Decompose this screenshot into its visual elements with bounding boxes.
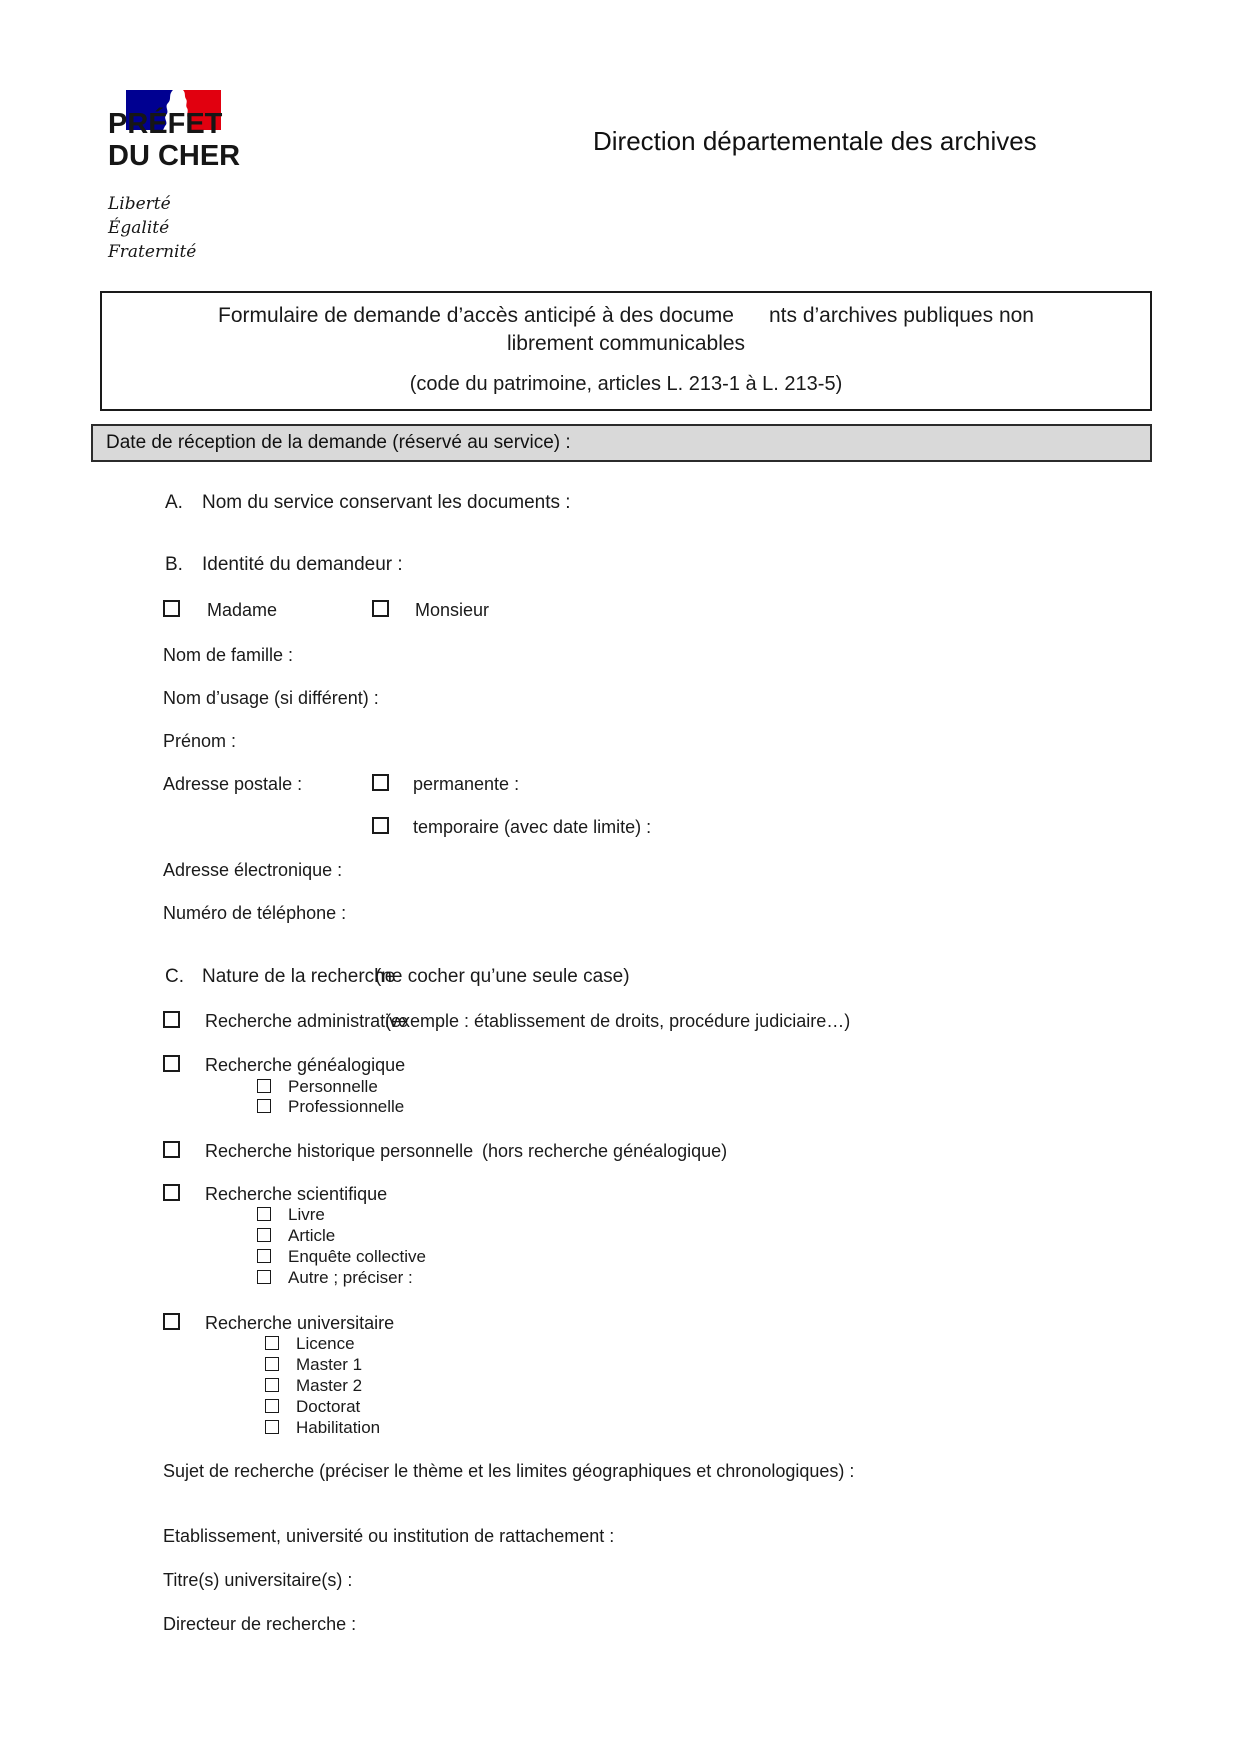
- checkbox-universitaire-master1[interactable]: [265, 1357, 279, 1371]
- reception-date-label: Date de réception de la demande (réservé au service) :: [106, 432, 571, 453]
- logo-prefet-line1: PRÉFET: [108, 108, 223, 140]
- field-adresse-electronique: Adresse électronique :: [163, 860, 343, 880]
- checkbox-universitaire-licence[interactable]: [265, 1336, 279, 1350]
- checkbox-universitaire-doctorat[interactable]: [265, 1399, 279, 1413]
- label-scientifique-autre: Autre ; préciser :: [288, 1268, 413, 1287]
- field-titres-universitaires: Titre(s) universitaire(s) :: [163, 1570, 353, 1590]
- label-adresse-permanente: permanente :: [413, 774, 520, 794]
- label-genealogique-professionnelle: Professionnelle: [288, 1097, 405, 1116]
- reception-date-bar[interactable]: [91, 424, 1152, 462]
- checkbox-genealogique-personnelle[interactable]: [257, 1079, 271, 1093]
- label-madame: Madame: [207, 600, 278, 620]
- checkbox-recherche-universitaire[interactable]: [163, 1313, 180, 1330]
- field-nom-famille: Nom de famille :: [163, 645, 294, 665]
- section-b-letter: B.: [165, 554, 183, 575]
- section-a-title: Nom du service conservant les documents :: [202, 492, 571, 513]
- label-monsieur: Monsieur: [415, 600, 490, 620]
- form-title-box: [100, 291, 1152, 411]
- checkbox-recherche-genealogique[interactable]: [163, 1055, 180, 1072]
- section-c-note: (ne cocher qu’une seule case): [375, 966, 630, 987]
- label-genealogique-personnelle: Personnelle: [288, 1077, 378, 1096]
- field-prenom: Prénom :: [163, 731, 237, 751]
- checkbox-scientifique-autre[interactable]: [257, 1270, 271, 1284]
- checkbox-scientifique-enquete[interactable]: [257, 1249, 271, 1263]
- form-title-code: (code du patrimoine, articles L. 213-1 à L. 213-5): [409, 373, 843, 395]
- label-universitaire-licence: Licence: [296, 1334, 355, 1353]
- motto-egalite: Égalité: [108, 218, 170, 238]
- label-scientifique-livre: Livre: [288, 1205, 325, 1224]
- section-b-title: Identité du demandeur :: [202, 554, 403, 575]
- checkbox-recherche-historique[interactable]: [163, 1141, 180, 1158]
- field-directeur-recherche: Directeur de recherche :: [163, 1614, 357, 1634]
- field-etablissement: Etablissement, université ou institution de rattachement :: [163, 1526, 615, 1546]
- field-sujet-recherche: Sujet de recherche (préciser le thème et les limites géographiques et chronologiques) :: [163, 1461, 855, 1481]
- label-recherche-genealogique: Recherche généalogique: [205, 1055, 406, 1075]
- note-recherche-administrative: (exemple : établissement de droits, procédure judiciaire…): [385, 1011, 851, 1031]
- field-telephone: Numéro de téléphone :: [163, 903, 347, 923]
- checkbox-adresse-permanente[interactable]: [372, 774, 389, 791]
- label-universitaire-doctorat: Doctorat: [296, 1397, 361, 1416]
- checkbox-universitaire-master2[interactable]: [265, 1378, 279, 1392]
- field-nom-usage: Nom d’usage (si différent) :: [163, 688, 379, 708]
- motto-liberte: Liberté: [108, 194, 171, 214]
- label-recherche-universitaire: Recherche universitaire: [205, 1313, 395, 1333]
- section-c-letter: C.: [165, 966, 184, 987]
- section-c-title: Nature de la recherche: [202, 966, 396, 987]
- label-universitaire-master2: Master 2: [296, 1376, 363, 1395]
- label-scientifique-enquete: Enquête collective: [288, 1247, 426, 1266]
- form-title-line2: librement communicables: [506, 332, 746, 355]
- label-recherche-scientifique: Recherche scientifique: [205, 1184, 388, 1204]
- label-adresse-temporaire: temporaire (avec date limite) :: [413, 817, 652, 837]
- checkbox-recherche-scientifique[interactable]: [163, 1184, 180, 1201]
- checkbox-madame[interactable]: [163, 600, 180, 617]
- checkbox-scientifique-livre[interactable]: [257, 1207, 271, 1221]
- label-recherche-administrative: Recherche administrative: [205, 1011, 409, 1031]
- note-recherche-historique: (hors recherche généalogique): [482, 1141, 728, 1161]
- logo-prefet-line2: DU CHER: [108, 140, 241, 172]
- label-scientifique-article: Article: [288, 1226, 336, 1245]
- form-title-line1: Formulaire de demande d’accès anticipé à des docume nts d’archives publiques non: [218, 304, 1034, 327]
- label-universitaire-master1: Master 1: [296, 1355, 363, 1374]
- field-adresse-postale: Adresse postale :: [163, 774, 303, 794]
- direction-title: Direction départementale des archives: [593, 126, 1037, 156]
- section-a-letter: A.: [165, 492, 183, 513]
- checkbox-universitaire-habilitation[interactable]: [265, 1420, 279, 1434]
- label-recherche-historique: Recherche historique personnelle: [205, 1141, 474, 1161]
- checkbox-genealogique-professionnelle[interactable]: [257, 1099, 271, 1113]
- checkbox-scientifique-article[interactable]: [257, 1228, 271, 1242]
- checkbox-recherche-administrative[interactable]: [163, 1011, 180, 1028]
- checkbox-monsieur[interactable]: [372, 600, 389, 617]
- checkbox-adresse-temporaire[interactable]: [372, 817, 389, 834]
- motto-fraternite: Fraternité: [108, 242, 197, 262]
- label-universitaire-habilitation: Habilitation: [296, 1418, 381, 1437]
